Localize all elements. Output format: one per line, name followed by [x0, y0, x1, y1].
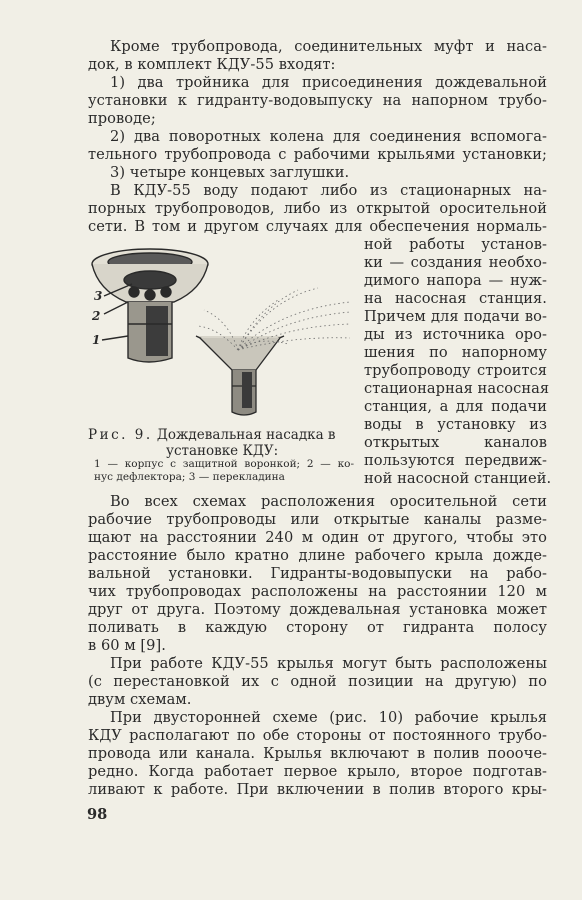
- text-line: При работе КДУ-55 крылья могут быть расположены: [110, 655, 547, 672]
- text-line: двум схемам.: [88, 691, 192, 708]
- text-line: стационарная насосная: [364, 380, 550, 397]
- text-line: сети. В том и другом случаях для обеспечения нормаль-: [88, 218, 547, 235]
- text-line: пользуются передвиж-: [364, 452, 547, 469]
- text-line: В КДУ-55 воду подают либо из стационарных на-: [110, 182, 547, 199]
- text-line: тельного трубопровода с рабочими крыльями установки;: [88, 146, 547, 163]
- text-line: Причем для подачи во-: [364, 308, 547, 325]
- legend-line: 1 — корпус с защитной воронкой; 2 — ко-: [94, 458, 354, 470]
- text-line: Во всех схемах расположения оросительной сети: [110, 493, 547, 510]
- text-line: Кроме трубопровода, соединительных муфт и наса-: [110, 38, 547, 55]
- figure-number: Рис. 9.: [88, 427, 153, 443]
- text-line: шения по напорному: [364, 344, 547, 361]
- text-line: на насосная станция.: [364, 290, 547, 307]
- text-line: димого напора — нуж-: [364, 272, 547, 289]
- text-line: поливать в каждую сторону от гидранта полосу: [88, 619, 547, 636]
- figure-title: Дождевальная насадка в: [156, 427, 336, 443]
- text-line: порных трубопроводов, либо из открытой оросительной: [88, 200, 547, 217]
- figure-legend: [88, 458, 354, 484]
- text-line: ной работы установ-: [364, 236, 547, 253]
- sprinkler-nozzle-illustration: [88, 240, 358, 428]
- figure-caption: [88, 427, 354, 459]
- text-line: открытых каналов: [364, 434, 547, 451]
- text-line: При двусторонней схеме (рис. 10) рабочие крылья: [110, 709, 547, 726]
- text-line: 1) два тройника для присоединения дождевальной: [110, 74, 547, 91]
- text-line: щают на расстоянии 240 м один от другого, чтобы это: [88, 529, 547, 546]
- legend-line: нус дефлектора; 3 — перекладина: [94, 471, 285, 483]
- text-line: станция, а для подачи: [364, 398, 547, 415]
- text-line: провода или канала. Крылья включают в полив поооче-: [88, 745, 547, 762]
- part-label-2: 2: [92, 309, 101, 323]
- text-line: 3) четыре концевых заглушки.: [110, 164, 350, 181]
- text-line: друг от друга. Поэтому дождевальная установка может: [88, 601, 547, 618]
- text-line: воды в установку из: [364, 416, 547, 433]
- text-line: док, в комплект КДУ-55 входят:: [88, 56, 336, 73]
- text-line: ки — создания необхо-: [364, 254, 547, 271]
- text-line: ной насосной станцией.: [364, 470, 552, 487]
- text-line: (с перестановкой их с одной позиции на другую) по: [88, 673, 547, 690]
- text-line: вальной установки. Гидранты-водовыпуски на рабо-: [88, 565, 547, 582]
- text-line: трубопроводу строится: [364, 362, 547, 379]
- text-line: в 60 м [9].: [88, 637, 166, 654]
- text-line: расстояние было кратно длине рабочего крыла дожде-: [88, 547, 547, 564]
- text-line: КДУ располагают по обе стороны от постоянного трубо-: [88, 727, 547, 744]
- part-label-1: 1: [92, 333, 101, 347]
- part-label-3: 3: [94, 289, 103, 303]
- text-line: установки к гидранту-водовыпуску на напорном трубо-: [88, 92, 547, 109]
- text-line: ды из источника оро-: [364, 326, 547, 343]
- page-number: 98: [87, 806, 108, 823]
- text-line: 2) два поворотных колена для соединения вспомога-: [110, 128, 547, 145]
- text-line: ливают к работе. При включении в полив второго кры-: [88, 781, 547, 798]
- text-line: редно. Когда работает первое крыло, второе подготав-: [88, 763, 547, 780]
- figure-title-cont: установке КДУ:: [166, 443, 279, 459]
- text-line: рабочие трубопроводы или открытые каналы разме-: [88, 511, 547, 528]
- text-line: проводе;: [88, 110, 156, 127]
- text-line: чих трубопроводах расположены на расстоянии 120 м: [88, 583, 547, 600]
